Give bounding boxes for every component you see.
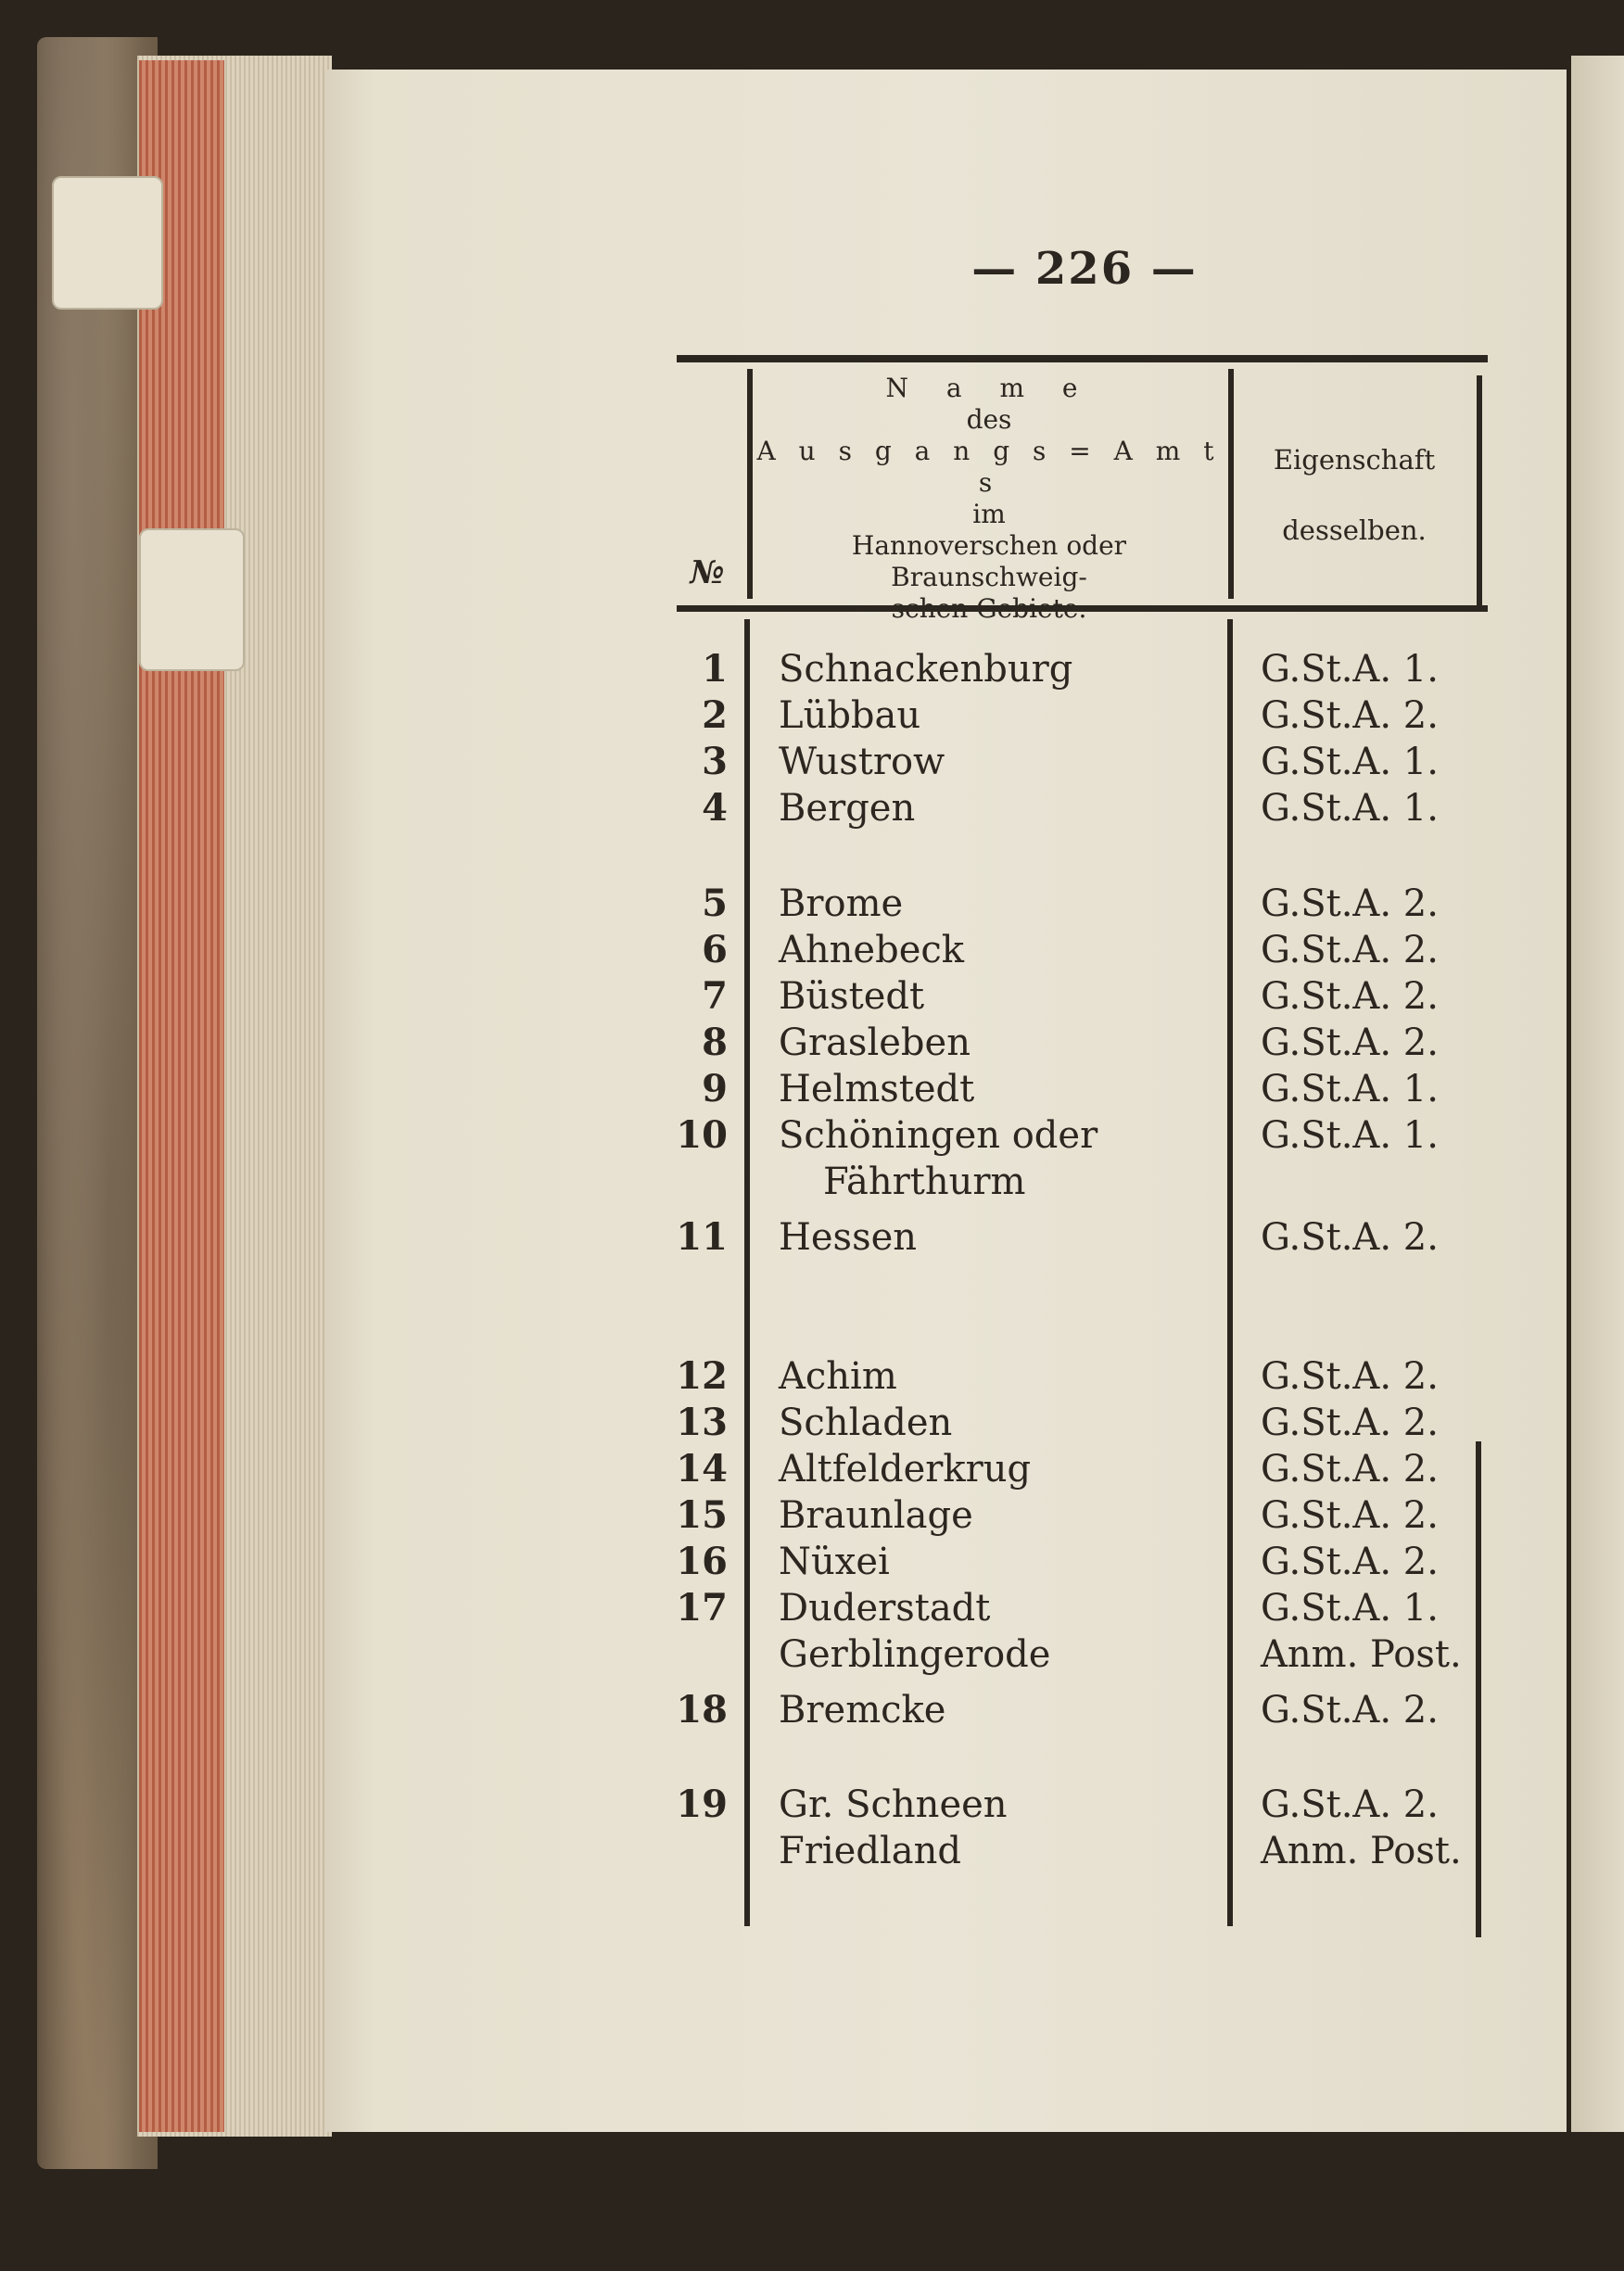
row-number: 17 [676,1586,728,1630]
row-number: 2 [702,693,728,737]
office-name: Helmstedt [779,1068,975,1110]
office-name: Braunlage [779,1494,973,1537]
row-number: 15 [676,1493,728,1537]
office-property-note: Anm. Post. [1261,1633,1462,1676]
office-name: Schladen [779,1402,953,1444]
table-row [0,739,1624,785]
table-row [0,1585,1624,1676]
table-row [0,646,1624,692]
row-number: 19 [676,1783,728,1826]
office-name-continuation: Gerblingerode [779,1633,1051,1676]
header-name-line: des [966,404,1012,435]
header-name-line: N a m e [885,373,1093,403]
row-number: 18 [676,1688,728,1732]
row-number: 4 [702,786,728,830]
header-name-line: Hannoverschen oder Braunschweig- [851,530,1127,592]
office-property: G.St.A. 2. [1261,1021,1439,1064]
table-row [0,1112,1624,1203]
table-row [0,973,1624,1020]
office-property: G.St.A. 2. [1261,694,1439,737]
table-row [0,785,1624,831]
row-number: 1 [702,647,728,691]
row-number: 6 [702,928,728,971]
row-number: 3 [702,740,728,783]
office-name-continuation: Friedland [779,1830,961,1872]
header-property-line: desselben. [1282,514,1427,546]
row-number: 13 [676,1401,728,1444]
table-row [0,1782,1624,1872]
office-name: Büstedt [779,975,925,1018]
header-name-column [753,373,1225,625]
table-row [0,1687,1624,1733]
office-property: G.St.A. 2. [1261,1494,1439,1537]
office-property: G.St.A. 1. [1261,787,1439,830]
office-name: Grasleben [779,1021,971,1064]
office-name: Achim [779,1355,897,1398]
row-number: 7 [702,974,728,1018]
table-right-border-header [1477,375,1482,605]
row-number: 11 [676,1215,728,1259]
office-name: Ahnebeck [779,929,964,971]
office-name-continuation: Fährthurm [823,1161,1026,1203]
page-number: — 226 — [971,243,1198,295]
office-name: Lübbau [779,694,921,737]
office-property: G.St.A. 1. [1261,1068,1439,1110]
office-name: Bergen [779,787,916,830]
header-number-column: № [690,554,725,591]
office-property: G.St.A. 2. [1261,929,1439,971]
office-name: Hessen [779,1216,918,1259]
row-number: 12 [676,1354,728,1398]
office-name: Schöningen oder [779,1114,1098,1157]
office-name: Schnackenburg [779,648,1073,691]
column-divider-name-property-header [1228,369,1234,599]
table-row [0,1214,1624,1261]
office-property: G.St.A. 2. [1261,1689,1439,1732]
table-row [0,1539,1624,1585]
row-number: 9 [702,1067,728,1110]
office-name: Bremcke [779,1689,946,1732]
office-property-note: Anm. Post. [1261,1830,1462,1872]
index-tab-top [52,176,163,310]
office-name: Gr. Schneen [779,1783,1008,1826]
table-row [0,1492,1624,1539]
office-name: Wustrow [779,741,945,783]
table-row [0,1446,1624,1492]
office-property: G.St.A. 2. [1261,1216,1439,1259]
office-property: G.St.A. 2. [1261,1402,1439,1444]
office-property: G.St.A. 2. [1261,975,1439,1018]
header-name-line: im [972,499,1006,529]
office-property: G.St.A. 2. [1261,882,1439,925]
row-number: 16 [676,1540,728,1583]
table-row [0,1020,1624,1066]
office-property: G.St.A. 1. [1261,741,1439,783]
header-property-line: Eigenschaft [1273,444,1436,476]
table-row [0,1353,1624,1400]
header-property-column [1235,425,1474,565]
office-property: G.St.A. 2. [1261,1541,1439,1583]
row-number: 5 [702,882,728,925]
office-name: Altfelderkrug [779,1448,1032,1491]
office-property: G.St.A. 2. [1261,1355,1439,1398]
table-row [0,692,1624,739]
office-name: Duderstadt [779,1587,991,1630]
office-property: G.St.A. 1. [1261,1587,1439,1630]
row-number: 8 [702,1021,728,1064]
table-row [0,881,1624,927]
header-name-line: schen Gebiete. [891,593,1087,624]
office-property: G.St.A. 1. [1261,648,1439,691]
office-name: Nüxei [779,1541,890,1583]
table-top-rule [677,355,1488,362]
header-name-line: A u s g a n g s = A m t s [756,436,1222,498]
office-name: Brome [779,882,904,925]
table-row [0,927,1624,973]
table-row [0,1400,1624,1446]
office-property: G.St.A. 1. [1261,1114,1439,1157]
row-number: 10 [676,1113,728,1157]
table-row [0,1066,1624,1112]
office-property: G.St.A. 2. [1261,1783,1439,1826]
office-property: G.St.A. 2. [1261,1448,1439,1491]
row-number: 14 [676,1447,728,1491]
